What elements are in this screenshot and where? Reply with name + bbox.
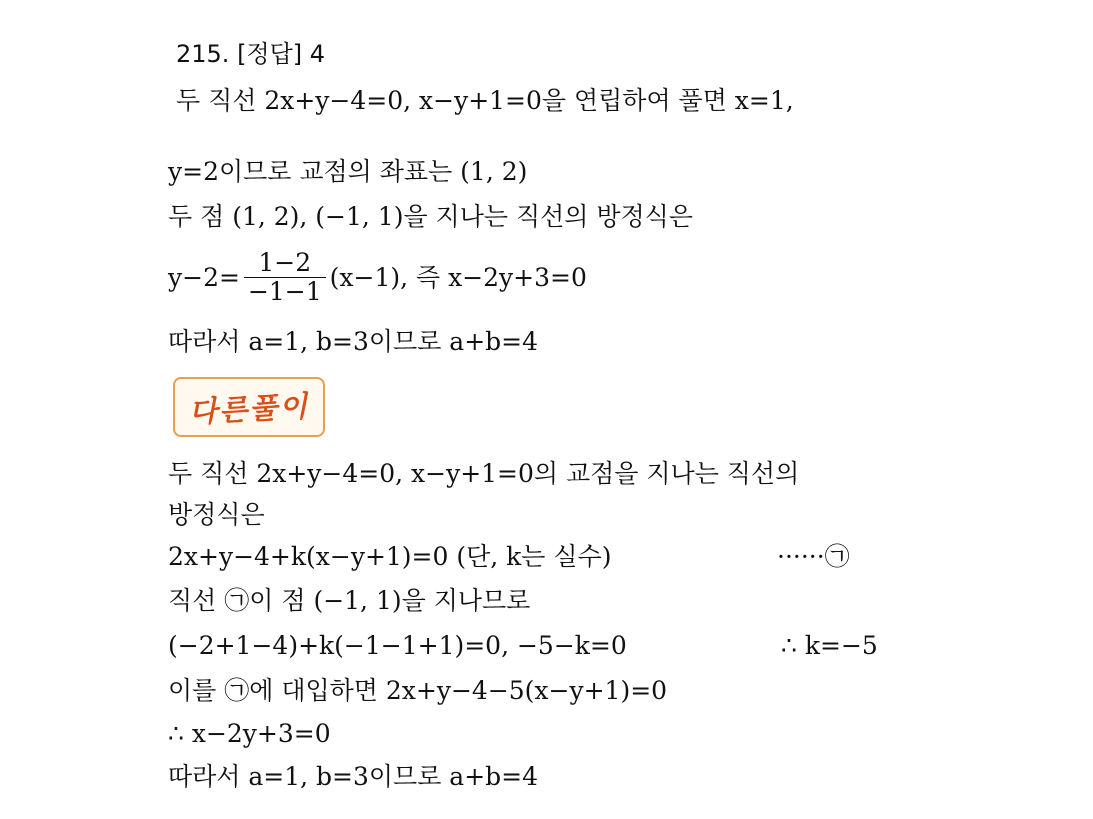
alt-solution-line-3: 2x+y−4+k(x−y+1)=0 (단, k는 실수) — [168, 542, 612, 571]
solution-line-2: y=2이므로 교점의 좌표는 (1, 2) — [168, 157, 528, 186]
solution-line-5: 따라서 a=1, b=3이므로 a+b=4 — [168, 327, 539, 356]
alt-solution-line-2: 방정식은 — [168, 500, 265, 529]
equation-marker: ······㉠ — [777, 542, 850, 571]
slope-fraction — [244, 249, 326, 306]
alt-solution-line-7: ∴ x−2y+3=0 — [168, 719, 331, 748]
equation-lhs: y−2= — [168, 263, 240, 292]
alt-solution-line-6: 이를 ㉠에 대입하면 2x+y−4−5(x−y+1)=0 — [168, 676, 668, 705]
alt-solution-line-4: 직선 ㉠이 점 (−1, 1)을 지나므로 — [168, 586, 531, 615]
problem-title: 215. [정답] 4 — [176, 40, 326, 68]
equation-rhs: (x−1), 즉 x−2y+3=0 — [329, 263, 587, 292]
solution-line-3: 두 점 (1, 2), (−1, 1)을 지나는 직선의 방정식은 — [168, 202, 693, 231]
fraction-numerator: 1−2 — [244, 249, 326, 278]
alt-solution-line-5: (−2+1−4)+k(−1−1+1)=0, −5−k=0 — [168, 631, 627, 660]
solution-line-4 — [168, 250, 587, 308]
k-result: ∴ k=−5 — [781, 631, 878, 660]
alternative-solution-badge — [173, 377, 325, 437]
solution-line-1: 두 직선 2x+y−4=0, x−y+1=0을 연립하여 풀면 x=1, — [176, 86, 794, 115]
alt-solution-line-1: 두 직선 2x+y−4=0, x−y+1=0의 교점을 지나는 직선의 — [168, 459, 800, 488]
alt-solution-line-8: 따라서 a=1, b=3이므로 a+b=4 — [168, 762, 539, 791]
fraction-denominator: −1−1 — [247, 277, 322, 306]
badge-label: 다른풀이 — [188, 388, 310, 429]
